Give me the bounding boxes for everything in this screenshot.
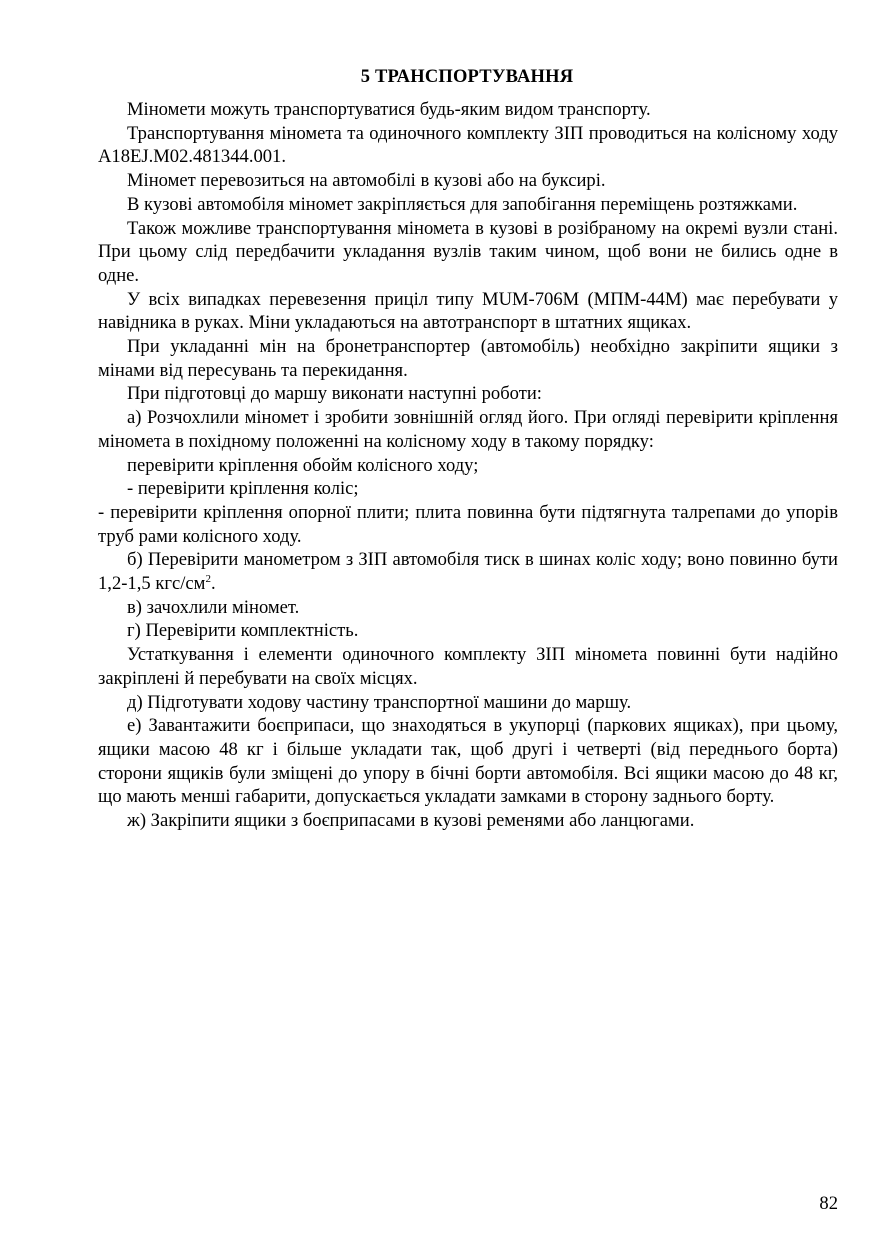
pressure-text: б) Перевірити манометром з ЗІП автомобіля тиск в шинах коліс ходу; воно повинно бути 1,2-1,5 кгс/см xyxy=(98,549,838,595)
paragraph-march-preparation: При підготовці до маршу виконати наступні роботи: xyxy=(127,383,542,405)
paragraph-step-d: д) Підготувати ходову частину транспортної машини до маршу. xyxy=(127,691,632,713)
page-number: 82 xyxy=(819,1193,838,1214)
pressure-suffix: . xyxy=(210,573,216,595)
list-item-check-wheels: - перевірити кріплення коліс; xyxy=(127,478,359,500)
paragraph-transport-types: Міномети можуть транспортуватися будь-яким видом транспорту. xyxy=(127,99,651,120)
paragraph-equipment-secured: Устаткування і елементи одиночного комплекту ЗІП міномета повинні бути надійно закріплені й перебувати на своїх місцях. xyxy=(98,644,838,689)
paragraph-step-zh: ж) Закріпити ящики з боєприпасами в кузові ременями або ланцюгами. xyxy=(127,810,695,832)
paragraph-securing-stretchers: В кузові автомобіля міномет закріпляється для запобігання переміщень розтяжками. xyxy=(127,193,798,215)
list-item-check-clips: перевірити кріплення обойм колісного ходу; xyxy=(127,454,479,476)
paragraph-wheel-chassis: Транспортування мінометa та одиночного комплекту ЗІП проводиться на колісному ходу А18EJ.М02.481344.001. xyxy=(98,122,838,168)
pressure-superscript: 2 xyxy=(205,572,211,585)
paragraph-step-d-completeness: г) Перевірити комплектність. xyxy=(127,620,359,642)
paragraph-step-c: в) зачохлили міномет. xyxy=(127,596,300,618)
paragraph-step-b xyxy=(98,548,838,595)
paragraph-armored-carrier: При укладанні мін на бронетранспортер (автомобіль) необхідно закріпити ящики з мінами від пересувань та перекидання. xyxy=(98,336,838,381)
body-text xyxy=(98,98,838,833)
list-item-check-base-plate: - перевірити кріплення опорної плити; плита повинна бути підтягнута талрепами до упорів труб рами колісного ходу. xyxy=(98,501,838,547)
paragraph-sight-handling: У всіх випадках перевезення приціл типу МUМ-706М (МПМ-44М) має перебувати у навідника в руках. Міни укладаються на автотранспорт в штатних ящиках. xyxy=(98,288,838,334)
section-heading: 5 ТРАНСПОРТУВАННЯ xyxy=(360,67,574,87)
paragraph-step-a: а) Розчохлили міномет і зробити зовнішній огляд його. При огляді перевірити кріплення міномета в похідному положенні на колісному ходу в такому порядку: xyxy=(98,407,838,452)
paragraph-disassembled-transport: Також можливе транспортування міномета в кузові в розібраному на окремі вузли стані. При цьому слід передбачити укладання вузлів таким чином, щоб вони не бились одне в одне. xyxy=(98,217,838,286)
paragraph-vehicle-carriage: Міномет перевозиться на автомобілі в кузові або на буксирі. xyxy=(127,170,606,192)
paragraph-step-e: е) Завантажити боєприпаси, що знаходяться в укупорці (паркових ящиках), при цьому, ящики масою 48 кг і більше укладати так, щоб другі і четверті (від переднього борта) сторони ящиків були зміщені до упору в бічні борти автомобіля. Всі ящики масою до 48 кг, що мають менші габарити, допускається укладати замками в сторону заднього борту. xyxy=(98,715,838,808)
